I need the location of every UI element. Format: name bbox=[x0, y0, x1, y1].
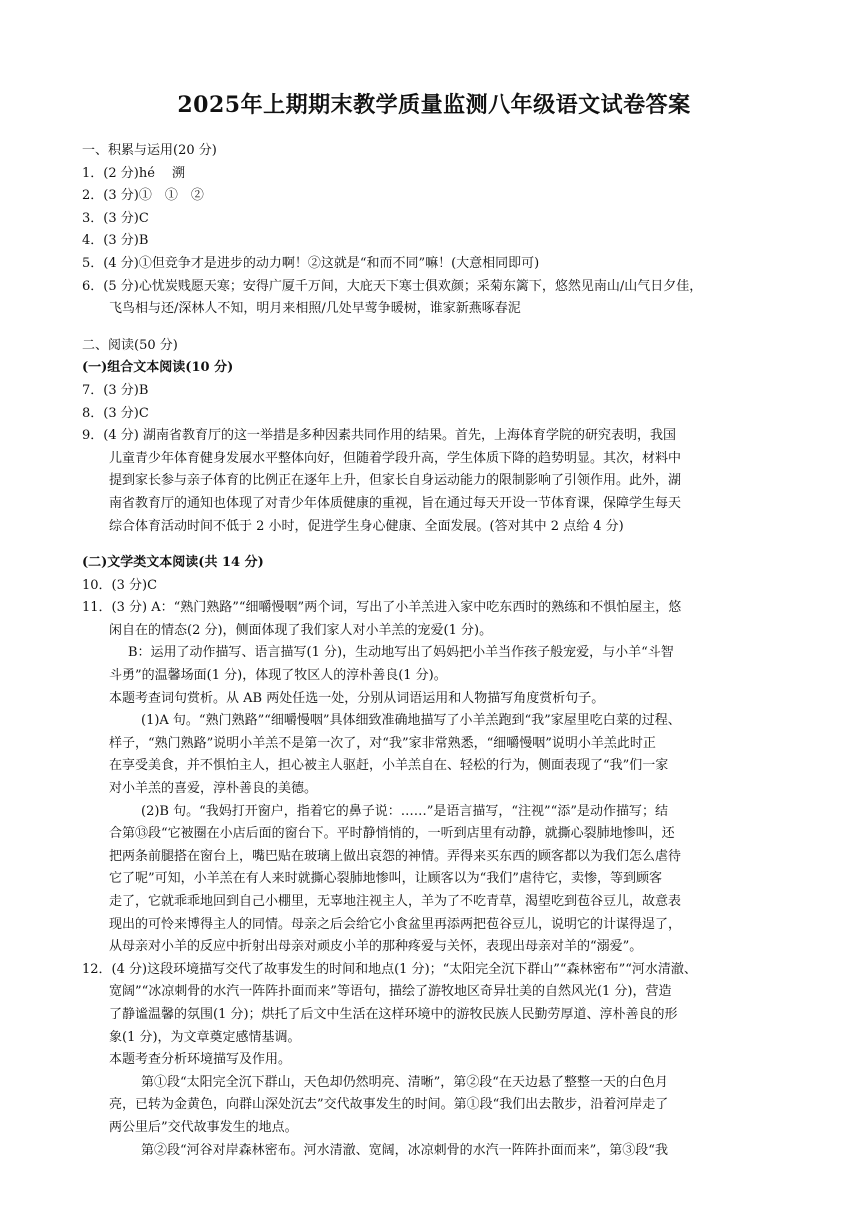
answer-line: 综合体育活动时间不低于 2 小时，促进学生身心健康、全面发展。(答对其中 2 点给 4 分) bbox=[109, 518, 624, 534]
answer-line: B：运用了动作描写、语言描写(1 分)，生动地写出了妈妈把小羊当作孩子般宠爱，与小羊“斗智 bbox=[128, 645, 674, 661]
answer-line: 从母亲对小羊的反应中折射出母亲对顽皮小羊的那种疼爱与关怀，表现出母亲对羊的“溺爱”。 bbox=[109, 939, 643, 955]
answer-line: 第①段“太阳完全沉下群山，天色却仍然明亮、清晰”，第②段“在天边悬了整整一天的白色月 bbox=[141, 1074, 668, 1090]
answer-line: 7．(3 分)B bbox=[82, 382, 149, 398]
answer-line: (2)B 句。“我妈打开窗户，指着它的鼻子说：……”是语言描写，“注视”“添”是动作描写；结 bbox=[141, 803, 668, 819]
section-heading: 二、阅读(50 分) bbox=[82, 337, 178, 353]
spacer bbox=[82, 321, 788, 335]
answer-line: 走了，它就乖乖地回到自己小棚里，无辜地注视主人，羊为了不吃青草，渴望吃到苞谷豆儿，故意表 bbox=[109, 894, 682, 909]
answer-line: 样子，“熟门熟路”说明小羊羔不是第一次了，对“我”家非常熟悉，“细嚼慢咽”说明小羊羔此时正 bbox=[109, 735, 656, 751]
answer-line: 10．(3 分)C bbox=[82, 577, 158, 593]
answer-line: 儿童青少年体育健身发展水平整体向好，但随着学段升高，学生体质下降的趋势明显。其次，材料中 bbox=[109, 450, 682, 466]
answer-line: 它了呢”可知，小羊羔在有人来时就撕心裂肺地惨叫，让顾客以为“我们”虐待它，卖惨，等到顾客 bbox=[109, 871, 662, 887]
answer-line: 合第⑬段“它被圈在小店后面的窗台下。平时静悄悄的，一听到店里有动静，就撕心裂肺地惨叫，还 bbox=[109, 826, 675, 842]
answer-line: 了静谧温馨的氛围(1 分)；烘托了后文中生活在这样环境中的游牧民族人民勤劳厚道、淳朴善良的形 bbox=[109, 1006, 678, 1022]
section-heading: 一、积累与运用(20 分) bbox=[82, 143, 217, 158]
answer-line: 在享受美食，并不惧怕主人，担心被主人驱赶，小羊羔自在、轻松的行为，侧面表现了“我”们一家 bbox=[109, 758, 669, 774]
answer-line: 把两条前腿搭在窗台上，嘴巴贴在玻璃上做出哀怨的神情。弄得来买东西的顾客都以为我们怎么虐待 bbox=[109, 848, 682, 864]
answer-line: 第②段“河谷对岸森林密布。河水清澈、宽阔，冰凉刺骨的水汽一阵阵扑面而来”，第③段“我 bbox=[141, 1142, 668, 1158]
answer-line: 1．(2 分)hé 溯 bbox=[82, 165, 186, 181]
answer-line: 对小羊羔的喜爱，淳朴善良的美德。 bbox=[109, 781, 318, 797]
subsection-heading: (二)文学类文本阅读(共 14 分) bbox=[82, 555, 264, 571]
page-title: 2025年上期期末教学质量监测八年级语文试卷答案 bbox=[177, 92, 691, 118]
answer-line: 斗勇”的温馨场面(1 分)，体现了牧区人的淳朴善良(1 分)。 bbox=[109, 668, 447, 684]
answer-content bbox=[82, 140, 788, 1162]
answer-line: 南省教育厅的通知也体现了对青少年体质健康的重视，旨在通过每天开设一节体育课，保障学生每天 bbox=[109, 495, 682, 511]
answer-line: 5．(4 分)①但竞争才是进步的动力啊！②这就是“和而不同”嘛！(大意相同即可) bbox=[82, 255, 540, 271]
answer-line: 8．(3 分)C bbox=[82, 405, 149, 421]
answer-line: 11．(3 分) A：“熟门熟路”“细嚼慢咽”两个词，写出了小羊羔进入家中吃东西时的熟练和不惧怕屋主，悠 bbox=[82, 600, 682, 616]
answer-line: 本题考查分析环境描写及作用。 bbox=[109, 1052, 292, 1068]
answer-line: 闲自在的情态(2 分)，侧面体现了我们家人对小羊羔的宠爱(1 分)。 bbox=[109, 622, 493, 638]
answer-line: 6．(5 分)心忧炭贱愿天寒；安得广厦千万间，大庇天下寒士俱欢颜；采菊东篱下，悠然见南山/山气日夕佳， bbox=[82, 278, 703, 294]
answer-line: 12．(4 分)这段环境描写交代了故事发生的时间和地点(1 分)；“太阳完全沉下群山”“森林密布”“河水清澈、 bbox=[82, 961, 697, 977]
answer-line: 提到家长参与亲子体育的比例正在逐年上升，但家长自身运动能力的限制影响了引领作用。此外，湖 bbox=[109, 473, 682, 489]
answer-line: 2．(3 分)① ① ② bbox=[82, 188, 204, 204]
answer-line: 象(1 分)，为文章奠定感情基调。 bbox=[109, 1029, 301, 1045]
answer-line: 4．(3 分)B bbox=[82, 233, 149, 249]
spacer bbox=[82, 538, 788, 552]
answer-line: 本题考查词句赏析。从 AB 两处任选一处，分别从词语运用和人物描写角度赏析句子。 bbox=[109, 690, 605, 706]
answer-line: (1)A 句。“熟门熟路”“细嚼慢咽”具体细致准确地描写了小羊羔跑到“我”家屋里吃白菜的过程、 bbox=[141, 713, 681, 729]
answer-line: 现出的可怜来博得主人的同情。母亲之后会给它小食盆里再添两把苞谷豆儿，说明它的计谋得逞了， bbox=[109, 916, 682, 932]
answer-line: 亮，已转为金黄色，向群山深处沉去”交代故事发生的时间。第①段“我们出去散步，沿着河岸走了 bbox=[109, 1097, 669, 1113]
answer-line: 飞鸟相与还/深林人不知，明月来相照/几处早莺争暖树，谁家新燕啄春泥 bbox=[109, 301, 521, 317]
answer-line: 宽阔”“冰凉刺骨的水汽一阵阵扑面而来”等语句，描绘了游牧地区奇异壮美的自然风光(1 分)，营造 bbox=[109, 984, 672, 1000]
answer-line: 3．(3 分)C bbox=[82, 210, 149, 226]
subsection-heading: (一)组合文本阅读(10 分) bbox=[82, 360, 234, 376]
answer-line: 9．(4 分) 湖南省教育厅的这一举措是多种因素共同作用的结果。首先，上海体育学院的研究表明，我国 bbox=[82, 428, 676, 444]
answer-line: 两公里后”交代故事发生的地点。 bbox=[109, 1119, 298, 1135]
